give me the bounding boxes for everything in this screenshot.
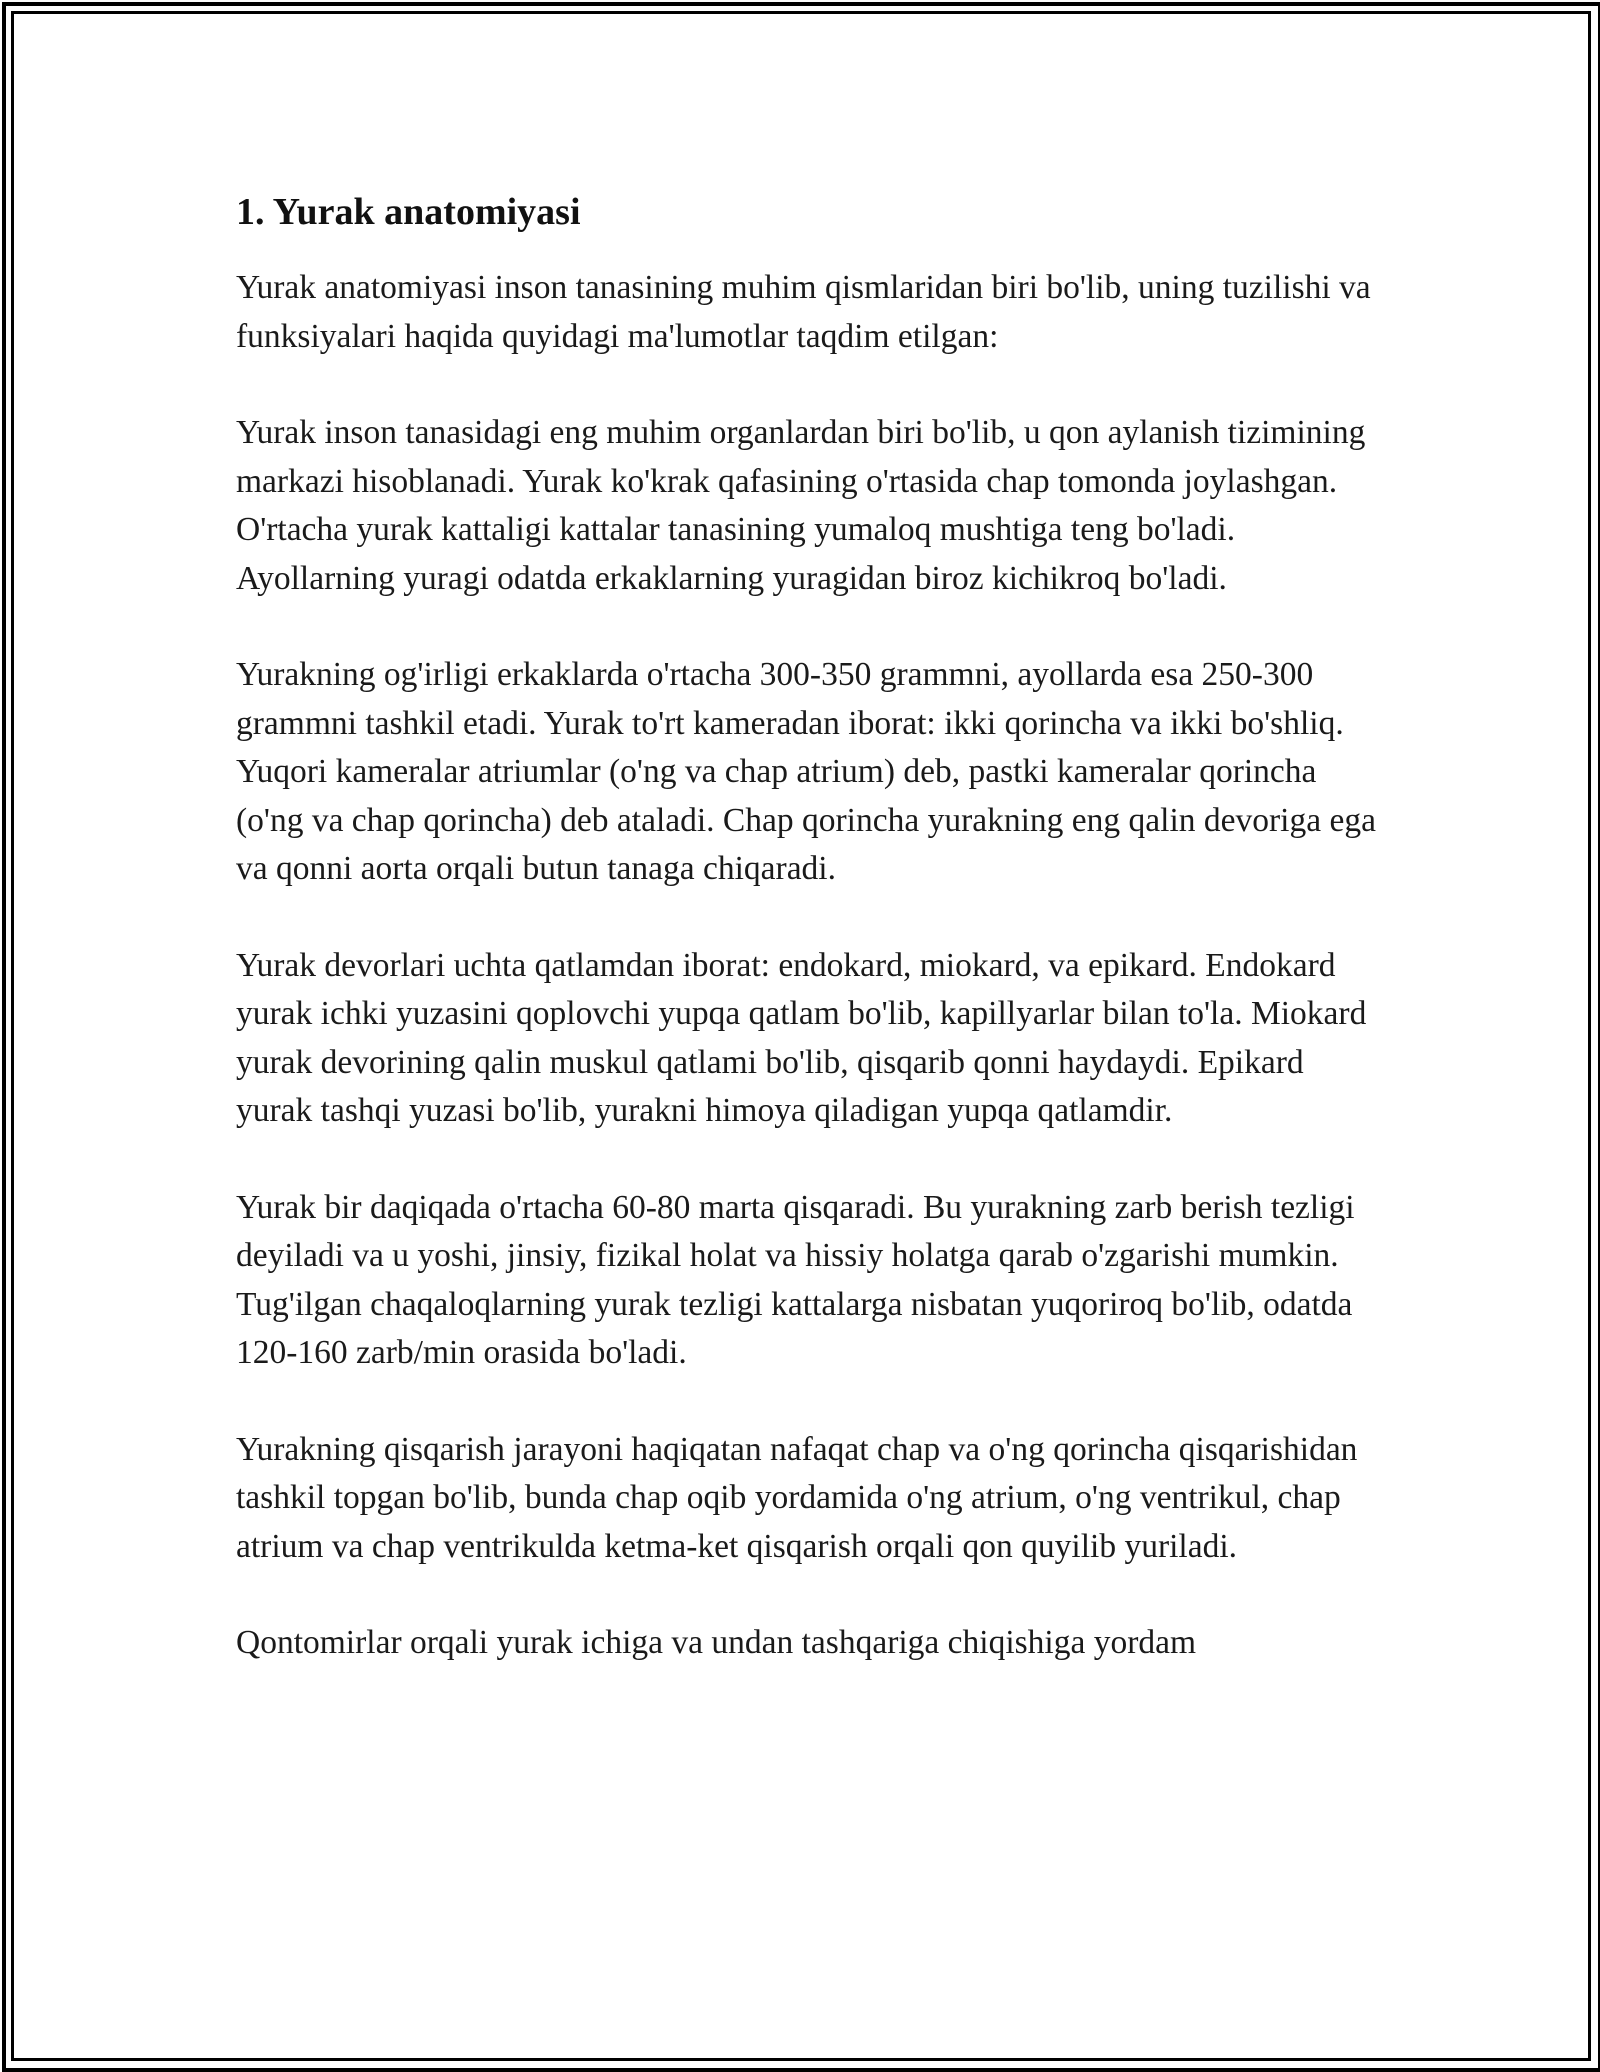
paragraph-intro: Yurak anatomiyasi inson tanasining muhim qismlaridan biri bo'lib, uning tuzilishi va funksiyalari haqida quyidagi ma'lumotlar taqdim etilgan: [236,269,1371,355]
paragraph-walls: Yurak devorlari uchta qatlamdan iborat: endokard, miokard, va epikard. Endokard yurak ichki yuzasini qoplovchi yupqa qatlam bo'lib, kapillyarlar bilan to'la. Miokard yurak devorining qalin muskul qatlami bo'lib, qisqarib qonni haydaydi. Epikard yurak tashqi yuzasi bo'lib, yurakni himoya qiladigan yupqa qatlamdir. [236,946,1367,1129]
paragraph-heart-rate: Yurak bir daqiqada o'rtacha 60-80 marta qisqaradi. Bu yurakning zarb berish tezligi deyiladi va u yoshi, jinsiy, fizikal holat va hissiy holatga qarab o'zgarishi mumkin. Tug'ilgan chaqaloqlarning yurak tezligi kattalarga nisbatan yuqoriroq bo'lib, odatda 120-160 zarb/min orasida bo'ladi. [236,1188,1355,1371]
paragraph-chambers: Yurakning og'irligi erkaklarda o'rtacha 300-350 grammni, ayollarda esa 250-300 grammni tashkil etadi. Yurak to'rt kameradan iborat: ikki qorincha va ikki bo'shliq. Yuqori kameralar atriumlar (o'ng va chap atrium) deb, pastki kameralar qorincha (o'ng va chap qorincha) deb ataladi. Chap qorincha yurakning eng qalin devoriga ega va qonni aorta orqali butun tanaga chiqaradi. [236,656,1376,887]
paragraph-vessels: Qontomirlar orqali yurak ichiga va undan tashqariga chiqishiga yordam [236,1624,1197,1661]
paragraph-contraction: Yurakning qisqarish jarayoni haqiqatan nafaqat chap va o'ng qorincha qisqarishidan tashkil topgan bo'lib, bunda chap oqib yordamida o'ng atrium, o'ng ventrikul, chap atrium va chap ventrikulda ketma-ket qisqarish orqali qon quyilib yuriladi. [236,1430,1358,1565]
document-body [236,188,1378,1716]
page-title: 1. Yurak anatomiyasi [236,191,581,233]
paragraph-location: Yurak inson tanasidagi eng muhim organlardan biri bo'lib, u qon aylanish tizimining markazi hisoblanadi. Yurak ko'krak qafasining o'rtasida chap tomonda joylashgan. O'rtacha yurak kattaligi kattalar tanasining yumaloq mushtiga teng bo'ladi. Ayollarning yuragi odatda erkaklarning yuragidan biroz kichikroq bo'ladi. [236,414,1366,597]
